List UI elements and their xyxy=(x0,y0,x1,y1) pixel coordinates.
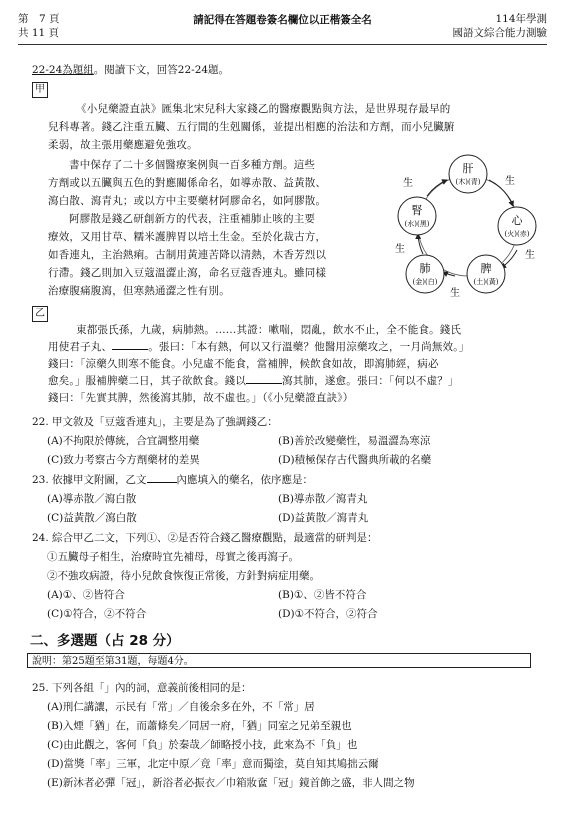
node-liver xyxy=(449,155,487,193)
q25-option-a[interactable]: (A)刑仁講讓，示民有「常」／自後余多在外，不「常」居 xyxy=(47,701,315,713)
q22-option-a[interactable]: (A)不拘限於傳統，合宜調整用藥 xyxy=(47,435,200,447)
passage-b-tag: 乙 xyxy=(32,306,48,322)
passage-a-line: 兒科專著。錢乙注重五臟、五行間的生剋關係，並提出相應的治法和方劑，而小兒臟腑 xyxy=(48,121,455,133)
question-24-stem: 24. 綜合甲乙二文，下列①、②是否符合錢乙醫療觀點，最適當的研判是： xyxy=(32,532,378,544)
node-spleen xyxy=(467,255,505,293)
node-sublabel: (金)(白) xyxy=(412,278,438,286)
five-elements-diagram xyxy=(393,146,543,298)
answer-blank xyxy=(246,373,282,384)
page-total: 共 11 頁 xyxy=(18,27,60,39)
edge-label: 生 xyxy=(505,176,515,187)
node-sublabel: (木)(青) xyxy=(455,178,481,186)
page-current: 第 7 頁 xyxy=(18,13,60,25)
q24-statement-2: ②不強攻病證，待小兒飲食恢復正常後，方針對病症用藥。 xyxy=(47,570,320,582)
passage-a-line: 《小兒藥證直訣》匯集北宋兒科大家錢乙的醫療觀點與方法，是世界現存最早的 xyxy=(76,103,451,115)
passage-a-line: 行滯。錢乙則加入豆蔻溫澀止瀉，命名豆蔻香連丸。雖同樣 xyxy=(48,267,327,279)
q24-option-c[interactable]: (C)①符合，②不符合 xyxy=(47,608,147,620)
q25-option-c[interactable]: (C)由此觀之，客何「負」於秦哉／師略授小技，此來為不「負」也 xyxy=(47,739,358,751)
exam-subject: 國語文綜合能力測驗 xyxy=(452,27,547,39)
arrow-lung-kidney xyxy=(418,234,423,254)
q23-option-c[interactable]: (C)益黃散／瀉白散 xyxy=(47,512,137,524)
node-label: 肝 xyxy=(462,162,474,175)
node-heart xyxy=(498,207,536,245)
passage-b-line: 愈矣。」服補脾藥二日，其子欲飲食。錢以 瀉其肺，遂愈。張曰：「何以不虛？」 xyxy=(48,375,459,387)
exam-title xyxy=(453,12,548,40)
answer-blank xyxy=(112,339,148,350)
node-sublabel: (土)(黃) xyxy=(473,278,499,286)
question-25-stem: 25. 下列各組「」內的詞，意義前後相同的是： xyxy=(32,682,252,694)
header-divider xyxy=(18,44,547,45)
edge-label: 生 xyxy=(525,250,535,261)
signature-reminder: 請記得在答題卷簽名欄位以正楷簽全名 xyxy=(193,14,372,26)
passage-a-line: 如香連丸，主治熱痢。古制用黃連苦降以清熱，木香芳烈以 xyxy=(48,249,327,261)
q22-option-c[interactable]: (C)致力考察古今方劑藥材的差異 xyxy=(47,454,200,466)
question-23-stem: 23. 依據甲文附圖，乙文 內應填入的藥名，依序應是： xyxy=(32,474,314,486)
exam-year: 114年學測 xyxy=(495,13,547,25)
question-22-stem: 22. 甲文敘及「豆蔻香連丸」，主要是為了強調錢乙： xyxy=(32,416,278,428)
q23-option-a[interactable]: (A)導赤散／瀉白散 xyxy=(47,493,137,505)
answer-blank xyxy=(147,472,177,483)
q23-option-b[interactable]: (B)導赤散／瀉青丸 xyxy=(278,493,368,505)
passage-a-tag: 甲 xyxy=(32,82,48,98)
edge-label: 生 xyxy=(395,244,405,255)
q25-option-e[interactable]: (E)新沐者必彈「冠」，新浴者必振衣／巾箱妝奩「冠」鏡首飾之盛，非人間之物 xyxy=(47,777,415,789)
q25-option-b[interactable]: (B)入煙「猶」在，而蕭條矣／同居一府，「猶」同室之兄弟至親也 xyxy=(47,720,352,732)
node-label: 心 xyxy=(511,214,523,227)
passage-a-line: 療效，又用甘草、糯米護脾胃以培土生金。至於化裁古方， xyxy=(48,231,327,243)
q22-option-d[interactable]: (D)積極保存古代醫典所載的名藥 xyxy=(278,454,432,466)
node-kidney xyxy=(398,197,436,235)
passage-a-line: 方劑或以五臟與五色的對應關係命名，如導赤散、益黃散、 xyxy=(48,177,327,189)
passage-b-line: 錢曰：「先實其脾，然後瀉其肺，故不虛也。」（《小兒藥證直訣》） xyxy=(48,392,354,404)
q24-option-a[interactable]: (A)①、②皆符合 xyxy=(47,589,125,601)
passage-a-line: 書中保存了二十多個醫療案例與一百多種方劑。這些 xyxy=(69,159,316,171)
group-instruction: 。閱讀下文，回答22-24題。 xyxy=(93,64,230,76)
node-label: 脾 xyxy=(480,262,492,275)
passage-b-line: 用使君子丸、 。張曰：「本有熱，何以又行溫藥？他醫用涼藥攻之，一月尚無效。」 xyxy=(48,341,470,353)
edge-label: 生 xyxy=(403,178,413,189)
q24-option-d[interactable]: (D)①不符合，②符合 xyxy=(278,608,378,620)
q23-option-d[interactable]: (D)益黃散／瀉青丸 xyxy=(278,512,369,524)
q25-option-d[interactable]: (D)當獎「率」三軍，北定中原／竟「率」意而獨塗，莫自知其鳩拙云爾 xyxy=(47,758,379,770)
node-sublabel: (水)(黑) xyxy=(404,220,430,228)
q22-option-b[interactable]: (B)善於改變藥性，易溫澀為寒涼 xyxy=(278,435,431,447)
section-title: 二、多選題（占 28 分） xyxy=(30,633,180,649)
edge-label: 生 xyxy=(450,288,460,298)
group-label: 22-24為題組 xyxy=(32,64,94,76)
node-label: 肺 xyxy=(419,262,431,275)
passage-a-body xyxy=(48,156,393,300)
passage-b-line: 東都張氏孫，九歲，病肺熱。……其證：嗽喘，悶亂，飲水不止，全不能食。錢氏 xyxy=(76,324,462,336)
section-instructions: 說明：第25題至第31題，每題4分。 xyxy=(27,653,531,668)
passage-b-line: 錢曰：「涼藥久則寒不能食。小兒虛不能食，當補脾，候飲食如故，即瀉肺經，病必 xyxy=(48,358,439,370)
passage-a-line: 阿膠散是錢乙研創新方的代表，注重補肺止咳的主要 xyxy=(69,213,316,225)
passage-b-body xyxy=(48,322,548,407)
passage-a-line: 瀉白散、瀉青丸；或以方中主要藥材阿膠命名，如阿膠散。 xyxy=(48,195,327,207)
node-sublabel: (火)(赤) xyxy=(504,230,530,238)
passage-a-line: 柔弱，故主張用藥應避免強攻。 xyxy=(48,139,198,151)
passage-a-line: 治療腹痛腹瀉，但寒熱通澀之性有別。 xyxy=(48,285,230,297)
q24-option-b[interactable]: (B)①、②皆不符合 xyxy=(278,589,367,601)
node-lung xyxy=(406,255,444,293)
node-label: 腎 xyxy=(411,204,423,217)
question-group-intro xyxy=(32,62,229,77)
q24-statement-1: ①五臟母子相生，治療時宜先補母，母實之後再瀉子。 xyxy=(47,551,299,563)
